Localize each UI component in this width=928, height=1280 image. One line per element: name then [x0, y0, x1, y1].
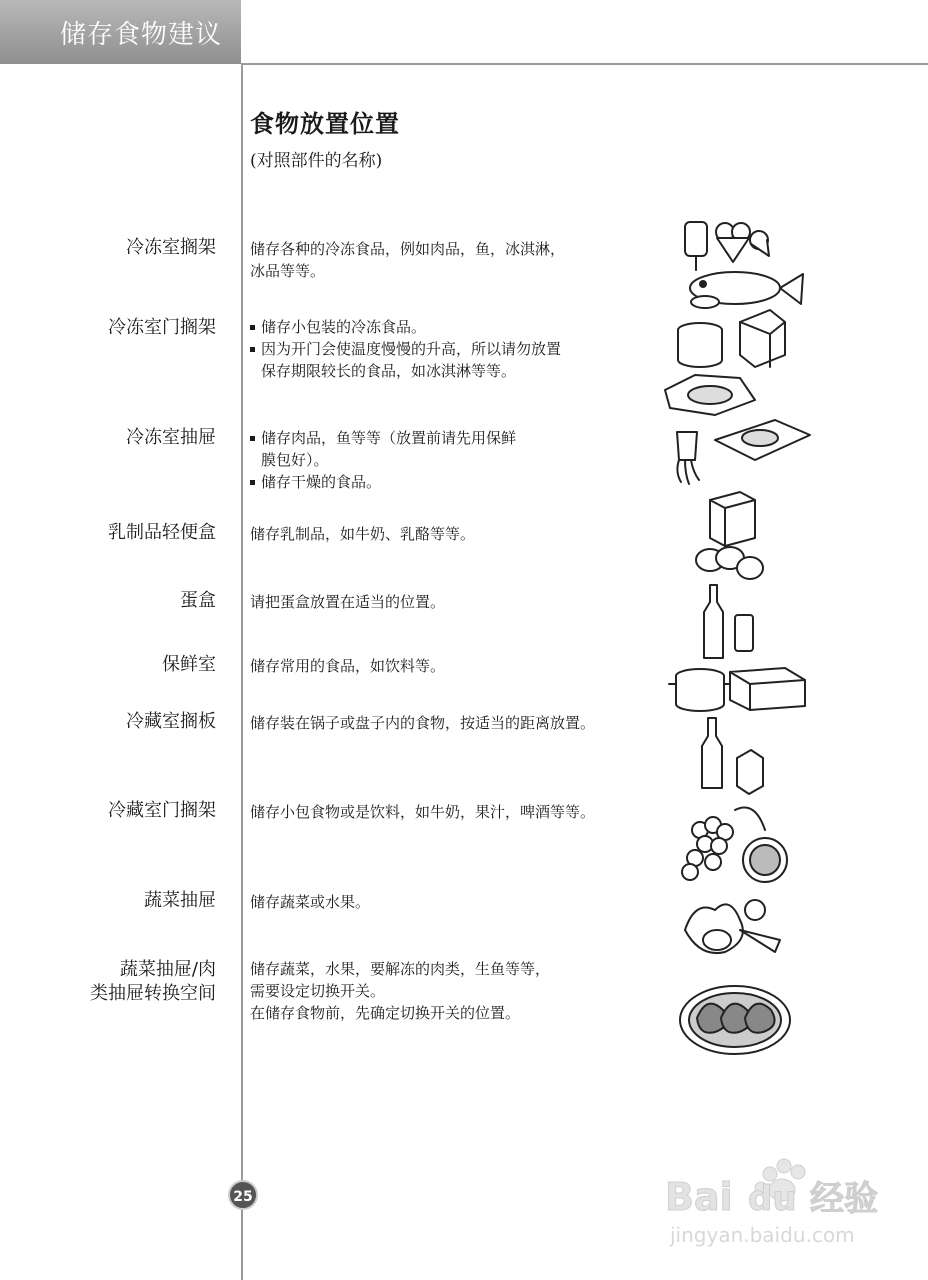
- watermark-url: jingyan.baidu.com: [670, 1223, 855, 1247]
- desc-line: 储存乳制品，如牛奶、乳酪等等。: [250, 525, 476, 543]
- icecream-icon: [685, 222, 769, 270]
- desc-freezer-shelf: [250, 238, 650, 282]
- desc-fridge-door-shelf: [250, 801, 650, 823]
- desc-line: 冰品等等。: [250, 262, 326, 280]
- label-line: 类抽屉转换空间: [90, 983, 216, 1004]
- juice-bottle-icon: [702, 718, 763, 794]
- label-dairy-box: 乳制品轻便盒: [108, 522, 216, 543]
- bullet-line: 因为开门会使温度慢慢的升高，所以请勿放置: [250, 338, 650, 360]
- desc-line: 请把蛋盒放置在适当的位置。: [250, 593, 446, 611]
- desc-line: 膜包好）。: [261, 451, 329, 469]
- desc-line: 储存装在锅子或盘子内的食物，按适当的距离放置。: [250, 714, 596, 732]
- watermark-brand-cn: 经验: [810, 1179, 878, 1219]
- label-egg-box: 蛋盒: [180, 590, 216, 611]
- label-freezer-door-shelf: 冷冻室门搁架: [108, 317, 216, 338]
- desc-line: 储存蔬菜，水果，要解冻的肉类，生鱼等等，: [250, 960, 551, 978]
- vertical-divider: [241, 64, 243, 1280]
- label-freezer-drawer: 冷冻室抽屉: [126, 427, 216, 448]
- desc-dairy-box: [250, 523, 650, 545]
- desc-line: 储存蔬菜或水果。: [250, 893, 371, 911]
- box-icon: [740, 310, 785, 367]
- bullet-line: 储存小包装的冷冻食品。: [250, 316, 650, 338]
- section-title: 储存食物建议: [60, 20, 223, 50]
- page-subtitle: (对照部件的名称): [250, 151, 383, 171]
- eggs-icon: [696, 547, 763, 579]
- bullet-line: 储存干燥的食品。: [250, 471, 650, 493]
- bottle-icon: [704, 585, 753, 658]
- fish-icon: [690, 272, 803, 308]
- desc-line: 在储存食物前，先确定切换开关的位置。: [250, 1004, 521, 1022]
- label-line: 蔬菜抽屉/肉: [119, 959, 216, 980]
- label-fridge-door-shelf: 冷藏室门搁架: [108, 800, 216, 821]
- watermark-brand: Bai: [665, 1175, 733, 1219]
- baidu-jingyan-watermark: [660, 1150, 920, 1260]
- desc-line: 储存常用的食品，如饮料等。: [250, 657, 446, 675]
- header-divider: [241, 63, 928, 65]
- desc-freezer-drawer: [250, 427, 650, 493]
- vegetables-icon: [685, 900, 780, 953]
- desc-line: 储存小包食物或是饮料，如牛奶，果汁，啤酒等等。: [250, 803, 596, 821]
- label-vegetable-drawer: 蔬菜抽屉: [144, 890, 216, 911]
- desc-line: 需要设定切换开关。: [250, 982, 386, 1000]
- page-number: 25: [228, 1180, 258, 1210]
- can-icon: [678, 323, 722, 367]
- label-convertible-drawer: [6, 958, 216, 1006]
- food-illustrations: [655, 210, 820, 1070]
- bullet-line: 储存肉品，鱼等等（放置前请先用保鲜: [250, 427, 650, 449]
- label-fresh-room: 保鲜室: [162, 654, 216, 675]
- squid-icon: [677, 432, 699, 484]
- watermark-brand-du: du: [748, 1179, 797, 1219]
- section-header-tab: [0, 0, 241, 64]
- container-icon: [730, 668, 805, 710]
- desc-convertible-drawer: [250, 958, 650, 1024]
- desc-line: 储存各种的冷冻食品，例如肉品，鱼，冰淇淋，: [250, 240, 566, 258]
- desc-line: 保存期限较长的食品，如冰淇淋等等。: [261, 362, 517, 380]
- desc-freezer-door-shelf: [250, 316, 650, 382]
- pot-icon: [669, 669, 731, 711]
- milk-carton-icon: [710, 492, 755, 546]
- desc-fridge-shelf: [250, 712, 650, 734]
- desc-egg-box: [250, 591, 650, 613]
- desc-fresh-room: [250, 655, 650, 677]
- label-freezer-shelf: 冷冻室搁架: [126, 237, 216, 258]
- grapes-icon: [682, 808, 787, 883]
- meat-plate-icon: [680, 986, 790, 1054]
- label-fridge-shelf: 冷藏室搁板: [126, 711, 216, 732]
- desc-vegetable-drawer: [250, 891, 650, 913]
- page-title: 食物放置位置: [250, 110, 400, 138]
